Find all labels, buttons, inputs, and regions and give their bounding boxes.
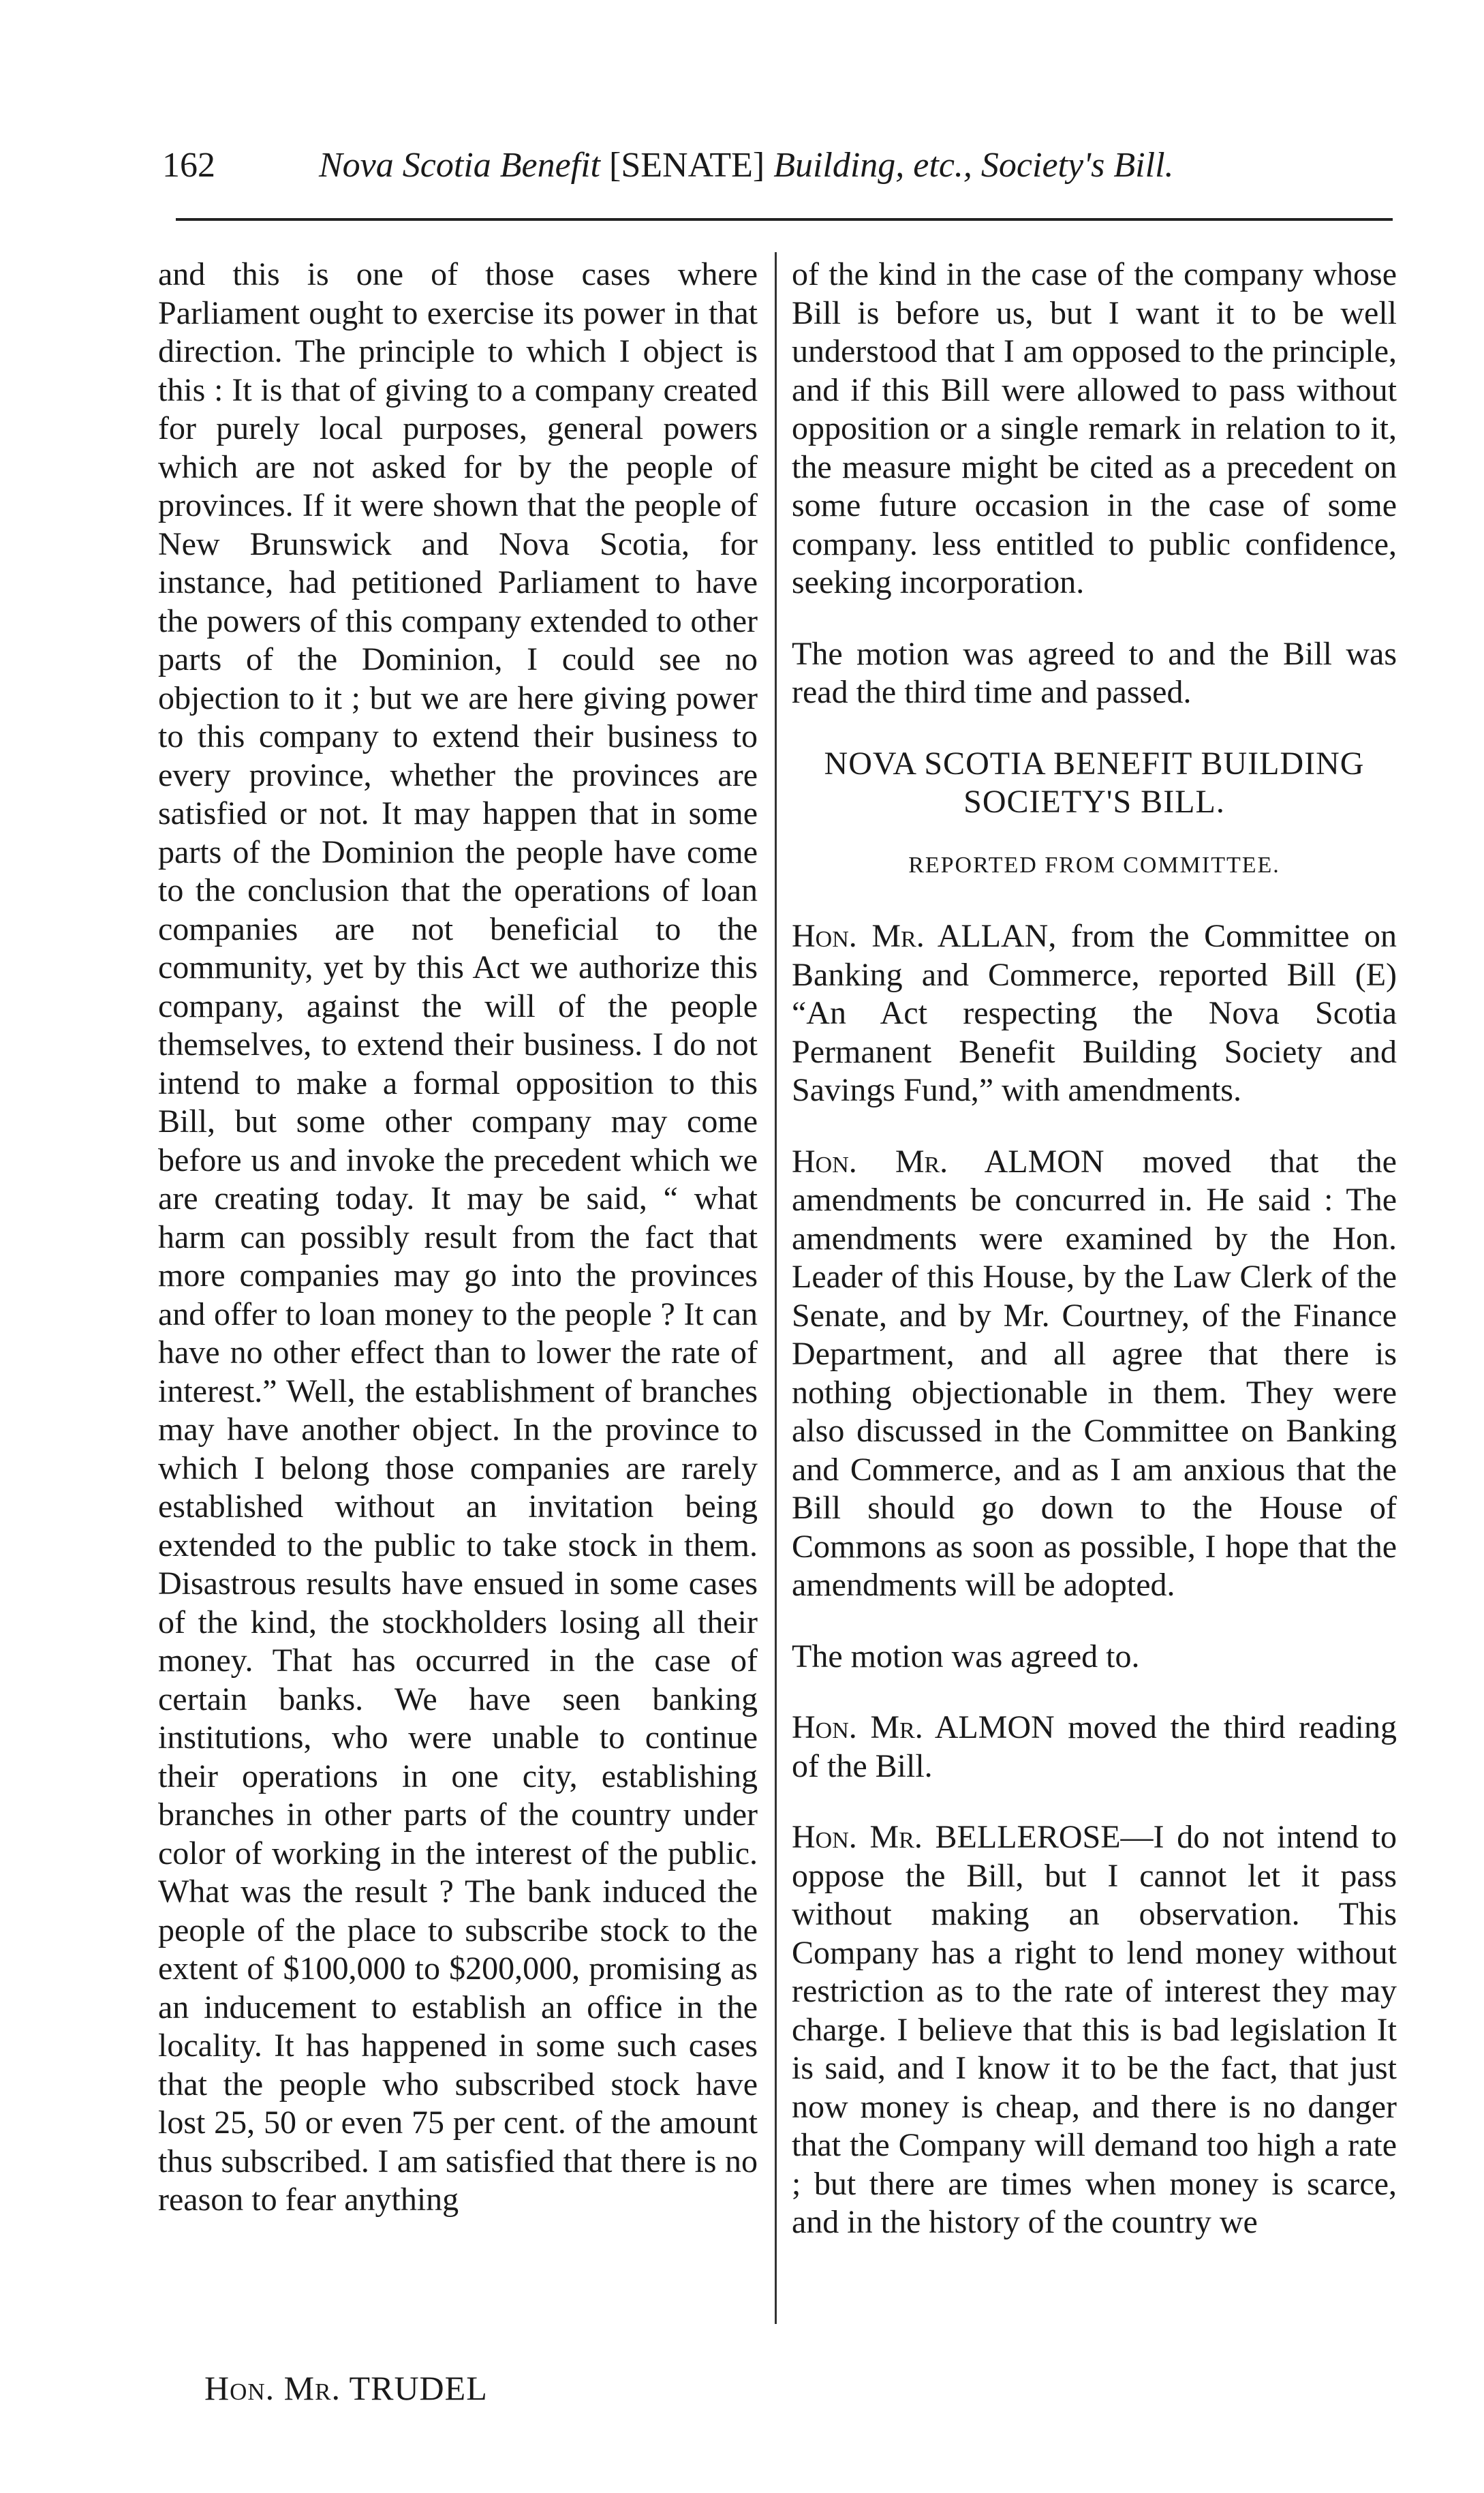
- motion-agreed-paragraph: The motion was agreed to and the Bill was read the third time and passed.: [792, 635, 1397, 710]
- running-header: [162, 140, 1389, 201]
- paragraph-text: moved the third reading of the Bill.: [792, 1709, 1397, 1784]
- paragraph-text: moved that the amendments be concurred in. He said : The amendments were examined by the Hon. Leader of this House, by the Law Clerk of the Senate, and by Mr. Courtney, of the Finance Department, and all agree that there is nothing objectionable in them. They were also discussed in the Committee on Banking and Commerce, and as I am anxious that the Bill should go down to the House of Commons as soon as possible, I hope that the amendments will be adopted.: [792, 1143, 1397, 1603]
- motion-agreed-paragraph-2: The motion was agreed to.: [792, 1638, 1140, 1674]
- almon-third-reading-paragraph: [792, 1709, 1397, 1786]
- left-column: [158, 256, 758, 2220]
- page-number: 162: [162, 146, 215, 185]
- running-title-left: Nova Scotia Benefit: [319, 146, 601, 185]
- speaker-name: Hon. Mr. ALMON: [792, 1143, 1104, 1180]
- running-title-chamber: [SENATE]: [609, 146, 765, 185]
- speaker-name: Hon. Mr. ALMON: [792, 1709, 1055, 1745]
- almon-paragraph: [792, 1143, 1397, 1605]
- bellerose-paragraph: [792, 1818, 1397, 2242]
- running-title-right: Building, etc., Society's Bill.: [773, 146, 1174, 185]
- allan-paragraph: [792, 917, 1397, 1110]
- right-column: [792, 256, 1397, 2242]
- right-paragraph-continuation: of the kind in the case of the company whose Bill is before us, but I want it to be well understood that I am opposed to the principle, and if this Bill were allowed to pass without opposition or a single remark in relation to it, the measure might be cited as a precedent on some future occasion in the case of some company. less entitled to public confidence, seeking incorporation.: [792, 256, 1397, 600]
- paragraph-text: from the Committee on Banking and Commerce, reported Bill (E) “An Act respecting the Nova Scotia Permanent Benefit Building Society and Savings Fund,” with amendments.: [792, 918, 1397, 1108]
- column-divider: [775, 252, 777, 2324]
- speaker-name: Hon. Mr. ALLAN,: [792, 918, 1057, 954]
- section-heading: NOVA SCOTIA BENEFIT BUILDING SOCIETY'S BILL.: [824, 745, 1365, 820]
- catchword: Hon. Mr. TRUDEL: [204, 2369, 488, 2407]
- running-title: [319, 145, 1174, 185]
- paragraph-text: —I do not intend to oppose the Bill, but I cannot let it pass without making an observation. This Company has a right to lend money without restriction as to the rate of interest they may charge. I believe that this is bad legislation It is said, and I know it to be the fact, that just now money is cheap, and there is no danger that the Company will demand too high a rate ; but there are times when money is scarce, and in the history of the country we: [792, 1819, 1397, 2240]
- section-subheading: REPORTED FROM COMMITTEE.: [908, 852, 1280, 878]
- header-rule: [176, 218, 1393, 221]
- speaker-name: Hon. Mr. BELLEROSE: [792, 1819, 1121, 1855]
- left-paragraph: and this is one of those cases where Parliament ought to exercise its power in that direction. The principle to which I object is this : It is that of giving to a company created for purely local purposes, general powers which are not asked for by the people of provinces. If it were shown that the people of New Brunswick and Nova Scotia, for instance, had petitioned Parliament to have the powers of this company extended to other parts of the Dominion, I could see no objection to it ; but we are here giving power to this company to extend their business to every province, whether the provinces are satisfied or not. It may happen that in some parts of the Dominion the people have come to the conclusion that the operations of loan companies are not beneficial to the community, yet by this Act we authorize this company, against the will of the people themselves, to extend their business. I do not intend to make a formal opposition to this Bill, but some other company may come before us and invoke the precedent which we are creating today. It may be said, “ what harm can possibly result from the fact that more companies may go into the provinces and offer to loan money to the people ? It can have no other effect than to lower the rate of interest.” Well, the establishment of branches may have another object. In the province to which I belong those companies are rarely established without an invitation being extended to the public to take stock in them. Disastrous results have ensued in some cases of the kind, the stockholders losing all their money. That has occurred in the case of certain banks. We have seen banking institutions, who were unable to continue their operations in one city, establishing branches in other parts of the country under color of working in the interest of the public. What was the result ? The bank induced the people of the place to subscribe stock to the extent of $100,000 to $200,000, promising as an inducement to establish an office in the locality. It has happened in some such cases that the people who subscribed stock have lost 25, 50 or even 75 per cent. of the amount thus subscribed. I am satisfied that there is no reason to fear anything: [158, 256, 758, 2218]
